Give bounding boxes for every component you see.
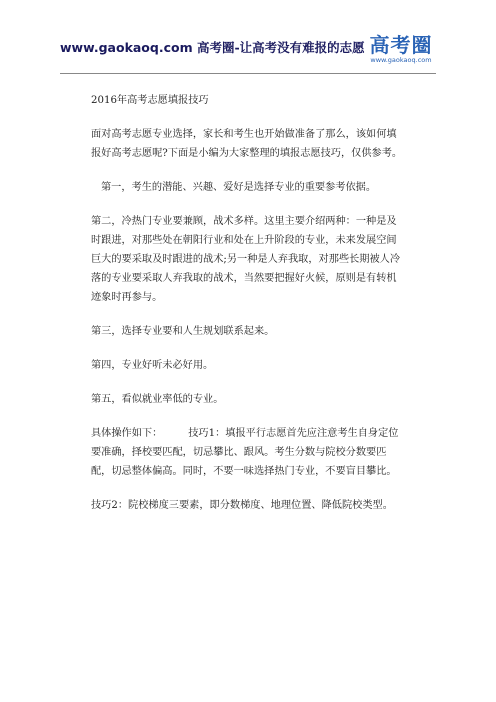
logo-title: 高考圈 (369, 33, 433, 57)
gaokaoq-logo (358, 34, 444, 66)
paragraph-intro: 面对高考志愿专业选择，家长和考生也开始做准备了那么，该如何填报好高考志愿呢?下面是小编为大家整理的填报志愿技巧，仅供参考。 (91, 129, 403, 159)
logo-url: www.gaokaoq.com (370, 56, 432, 64)
paragraph-point-5: 第五，看似就业率低的专业。 (91, 394, 224, 405)
paragraph-point-1: 第一，考生的潜能、兴趣、爱好是选择专业的重要参考依据。 (101, 182, 377, 193)
document-title: 2016年高考志愿填报技巧 (91, 95, 209, 106)
header-divider (60, 73, 436, 74)
paragraph-point-2: 第二，冷热门专业要兼顾，战术多样。这里主要介绍两种：一种是及时跟进，对那些处在朝阳行业和处在上升阶段的专业，未来发展空间巨大的要采取及时跟进的战术;另一种是人弃我取，对那些长期被人冷落的专业要采取人弃我取的战术，当然要把握好火候，原则是有转机迹象时再参与。 (91, 216, 401, 303)
paragraph-tip-2: 技巧2：院校梯度三要素，即分数梯度、地理位置、降低院校类型。 (91, 500, 393, 511)
paragraph-point-3: 第三，选择专业要和人生规划联系起来。 (91, 326, 275, 337)
paragraph-tip-1: 具体操作如下： 技巧1：填报平行志愿首先应注意考生自身定位要准确，择校要匹配，切忌攀比、跟风。考生分数与院校分数要匹配，切忌整体偏高。同时，不要一味选择热门专业，不要盲目攀比。 (91, 428, 399, 477)
page-header (60, 33, 436, 76)
paragraph-point-4: 第四，专业好听未必好用。 (91, 360, 214, 371)
site-header-text: www.gaokaoq.com 高考圈-让高考没有难报的志愿 (60, 40, 365, 55)
document-body (91, 91, 406, 515)
